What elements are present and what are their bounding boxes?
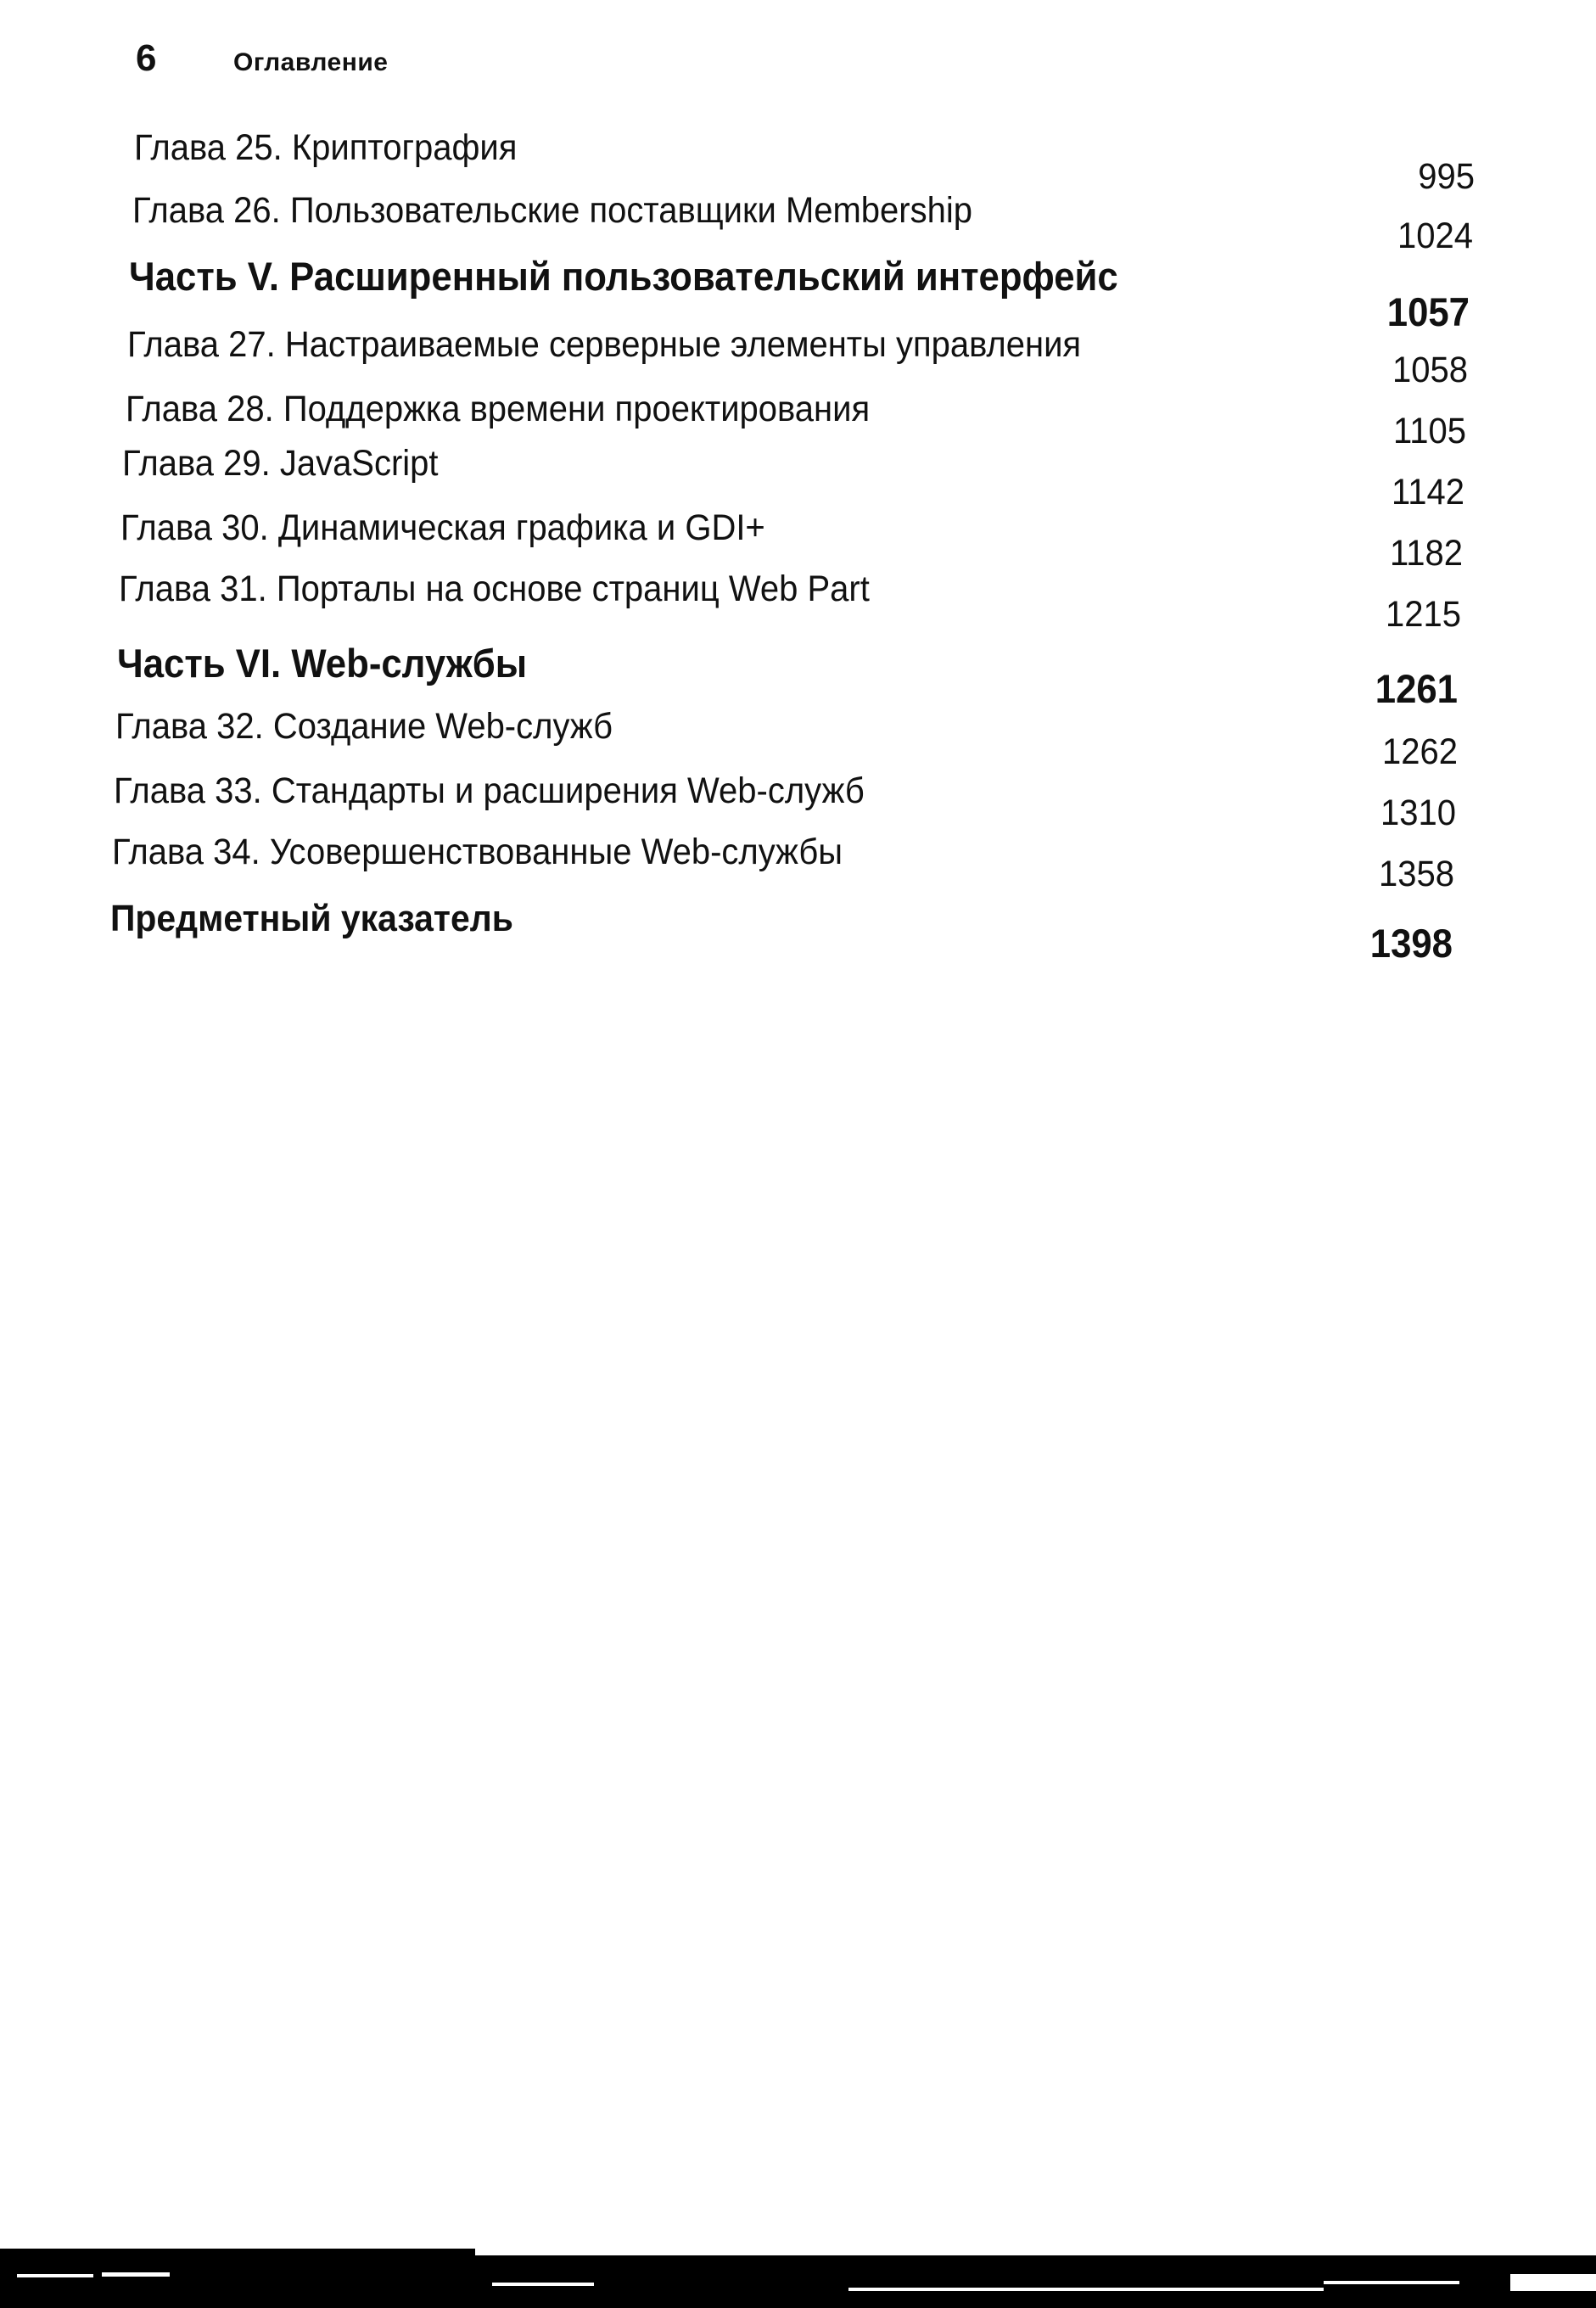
toc-entry-page: 1398 [1369, 921, 1453, 966]
scan-bar [0, 2267, 1596, 2308]
toc-entry-page: 1261 [1375, 666, 1458, 711]
scan-bar [492, 2283, 594, 2286]
scan-bar [17, 2274, 93, 2277]
scan-bar [102, 2272, 170, 2277]
toc-entry-title: Глава 30. Динамическая графика и GDI+ [120, 507, 765, 548]
scan-bar [1510, 2274, 1596, 2291]
toc-entry-chapter-34 [0, 832, 1596, 894]
toc-entry-title: Глава 29. JavaScript [122, 443, 439, 484]
toc-entry-chapter-31 [0, 569, 1596, 635]
toc-entry-part-5 [0, 253, 1596, 334]
toc-entry-page: 1182 [1390, 533, 1463, 574]
toc-entry-chapter-27 [0, 324, 1596, 390]
toc-entry-page: 1142 [1392, 472, 1464, 513]
toc-entry-title: Глава 26. Пользовательские поставщики Membership [132, 190, 972, 231]
toc-entry-page: 1024 [1397, 216, 1473, 256]
toc-entry-chapter-26 [0, 190, 1596, 256]
toc-entry-title: Глава 31. Порталы на основе страниц Web Part [119, 569, 870, 609]
scan-bar [1324, 2281, 1459, 2284]
scan-bar [848, 2288, 1324, 2291]
toc-entry-title: Глава 28. Поддержка времени проектирования [126, 389, 871, 429]
toc-entry-title: Глава 25. Криптография [134, 127, 518, 168]
page-header [136, 37, 388, 88]
scan-shadow-edge [0, 2249, 1596, 2308]
toc-entry-chapter-28 [0, 389, 1596, 451]
toc-entry-title: Часть V. Расширенный пользовательский интерфейс [129, 254, 1118, 299]
scan-bar [0, 2249, 475, 2267]
toc-entry-page: 1057 [1386, 289, 1470, 334]
page-number: 6 [136, 37, 157, 79]
toc-entry-title: Глава 32. Создание Web-служб [115, 706, 613, 747]
toc-entry-page: 1058 [1392, 350, 1468, 390]
toc-entry-chapter-30 [0, 507, 1596, 574]
toc-entry-part-6 [0, 640, 1596, 711]
toc-entry-page: 1358 [1379, 854, 1454, 894]
toc-entry-chapter-25 [0, 127, 1596, 197]
running-title: Оглавление [233, 48, 389, 76]
toc-entry-index [0, 898, 1596, 966]
toc-entry-page: 1310 [1380, 793, 1456, 833]
toc-entry-title: Часть VI. Web-службы [117, 641, 528, 686]
toc-entry-page: 1105 [1393, 411, 1466, 451]
toc-entry-page: 1262 [1382, 731, 1458, 772]
scan-bar [475, 2255, 1596, 2267]
toc-entry-chapter-33 [0, 770, 1596, 833]
toc-entry-title: Глава 27. Настраиваемые серверные элементы управления [127, 324, 1082, 365]
toc-entry-chapter-29 [0, 443, 1596, 513]
toc-entry-page: 1215 [1386, 594, 1461, 635]
toc-entry-title: Предметный указатель [110, 898, 513, 939]
toc-entry-chapter-32 [0, 706, 1596, 772]
toc-entry-title: Глава 34. Усовершенствованные Web-службы [112, 832, 843, 872]
toc-entry-page: 995 [1418, 156, 1475, 197]
toc-entry-title: Глава 33. Стандарты и расширения Web-служб [114, 770, 865, 811]
